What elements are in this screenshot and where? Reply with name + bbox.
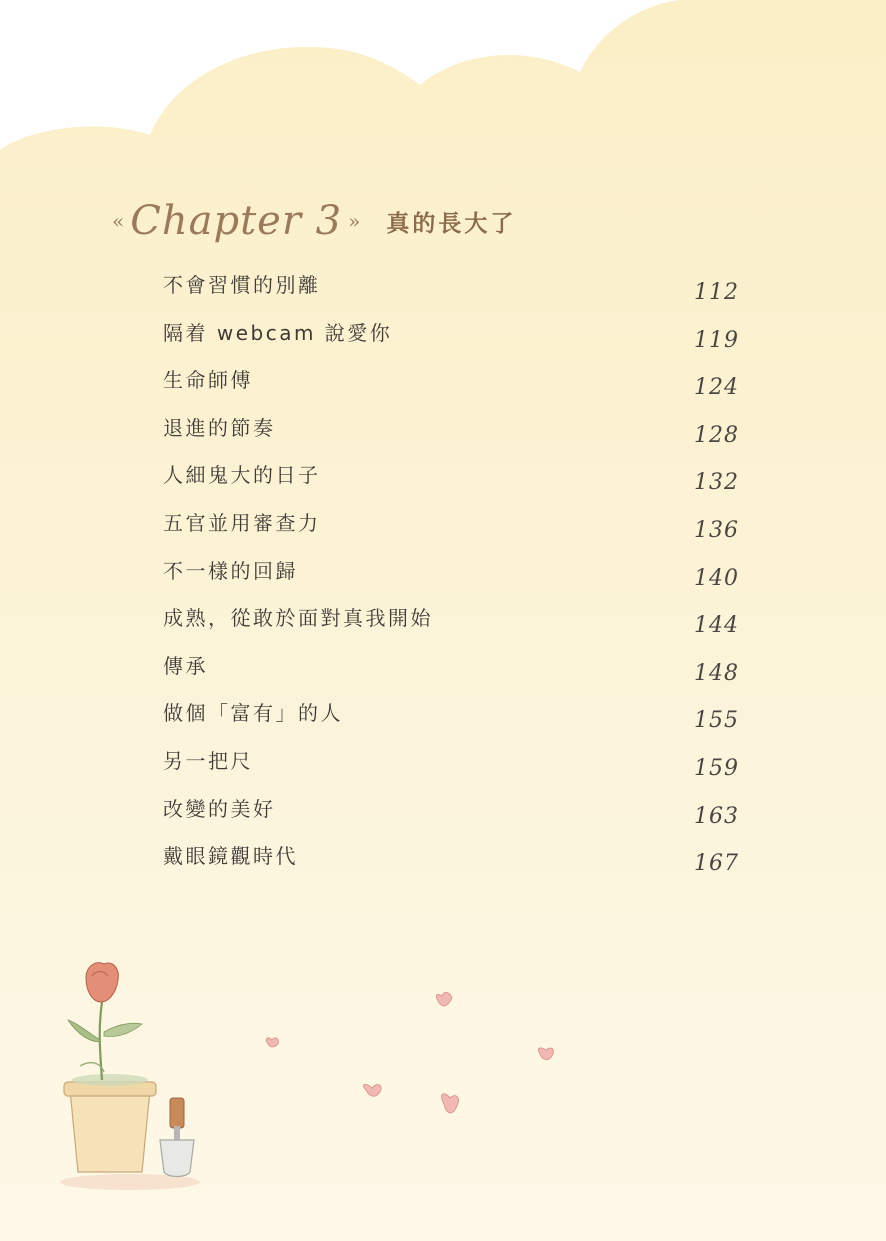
toc-entry-title: 不一樣的回歸	[163, 558, 298, 583]
toc-entry-title: 成熟，從敢於面對真我開始	[163, 606, 433, 631]
toc-entry-title: 生命師傅	[163, 368, 253, 393]
toc-entry-page: 124	[694, 375, 739, 401]
toc-entry-page: 155	[694, 708, 739, 734]
toc-entry[interactable]	[163, 355, 763, 403]
chapter-label: Chapter 3	[130, 198, 343, 244]
toc-entry[interactable]	[163, 260, 763, 308]
toc-entry-title: 不會習慣的別離	[163, 273, 321, 297]
toc-entry-page: 128	[694, 422, 739, 448]
chapter-heading	[112, 186, 516, 256]
toc-entry-page: 148	[694, 660, 739, 686]
toc-entry[interactable]	[163, 403, 763, 451]
toc-entry-title: 戴眼鏡觀時代	[163, 844, 298, 869]
toc-entry-title: 五官並用審查力	[163, 510, 321, 535]
toc-entry-title: 傳承	[163, 653, 208, 678]
toc-entry-page: 167	[694, 851, 739, 877]
toc-entry[interactable]	[163, 450, 763, 498]
toc-entry-page: 119	[694, 327, 739, 353]
toc-entry[interactable]	[163, 498, 763, 546]
toc-entry-page: 163	[694, 803, 739, 829]
toc-entry[interactable]	[163, 641, 763, 689]
toc-entry[interactable]	[163, 308, 763, 356]
table-of-contents	[163, 260, 763, 879]
toc-entry-page: 132	[694, 470, 739, 496]
toc-entry-page: 159	[694, 755, 739, 781]
toc-entry-title: 退進的節奏	[163, 415, 276, 440]
toc-entry[interactable]	[163, 784, 763, 832]
chapter-open-mark: «	[112, 209, 125, 233]
chapter-close-mark: »	[348, 209, 361, 233]
toc-entry-page: 112	[694, 280, 739, 305]
toc-entry-page: 140	[694, 565, 739, 591]
toc-entry[interactable]	[163, 831, 763, 879]
toc-entry-title: 改變的美好	[163, 796, 276, 821]
toc-entry[interactable]	[163, 736, 763, 784]
toc-entry[interactable]	[163, 688, 763, 736]
toc-entry-title: 做個「富有」的人	[163, 701, 343, 726]
toc-entry[interactable]	[163, 546, 763, 594]
chapter-title: 真的長大了	[386, 209, 517, 237]
toc-entry-title: 隔着 webcam 說愛你	[163, 320, 393, 345]
toc-entry-title: 人細鬼大的日子	[163, 463, 321, 488]
toc-entry-page: 144	[694, 613, 739, 639]
toc-entry-page: 136	[694, 517, 739, 543]
toc-entry[interactable]	[163, 593, 763, 641]
toc-entry-title: 另一把尺	[163, 748, 253, 773]
